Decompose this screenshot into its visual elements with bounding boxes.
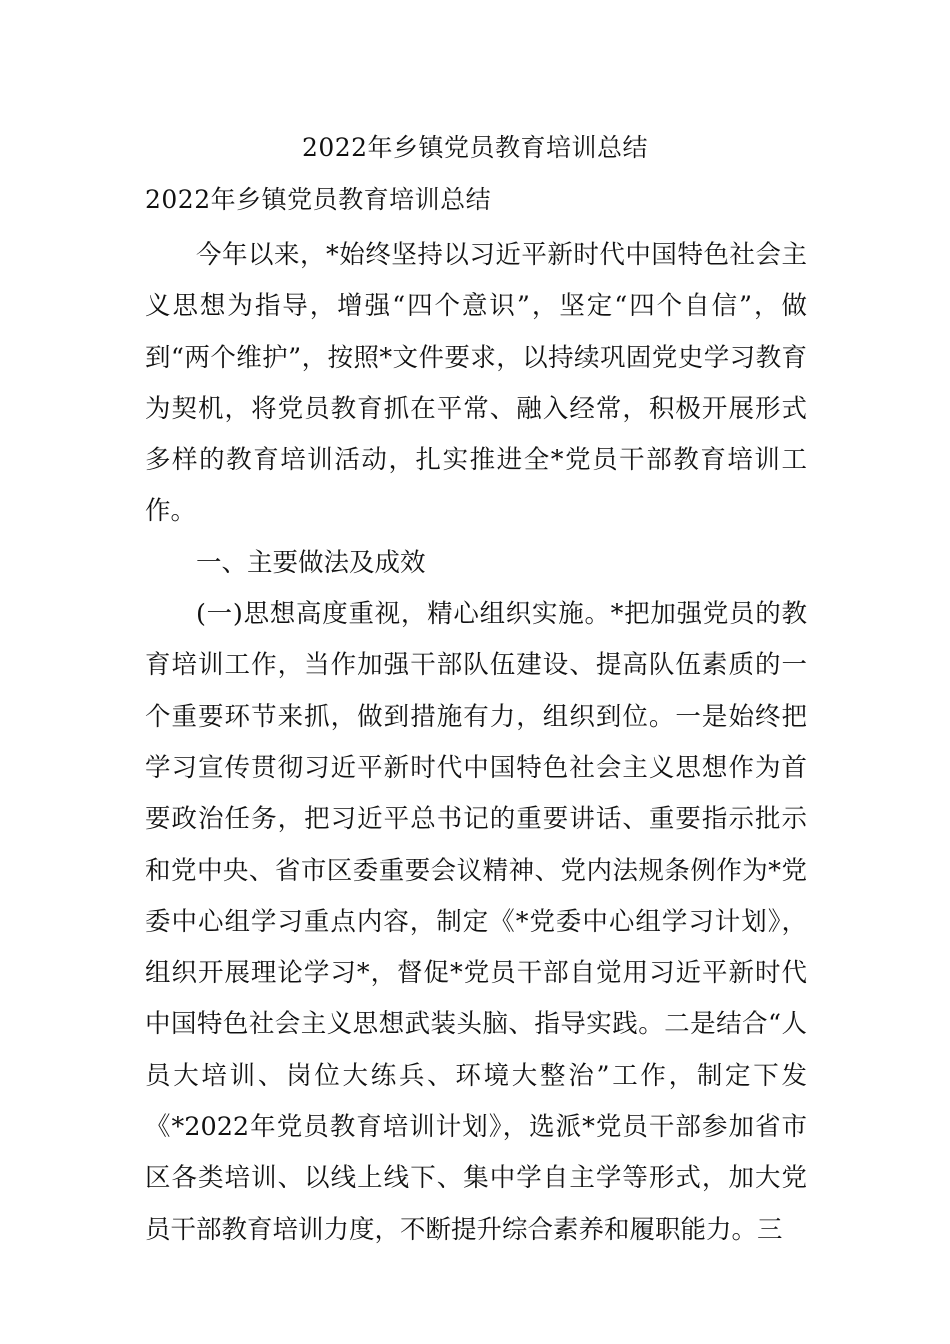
section-heading: 一、主要做法及成效 bbox=[196, 547, 426, 578]
intro-paragraph: 今年以来，*始终坚持以习近平新时代中国特色社会主义思想为指导，增强“四个意识”，坚定“四个自信”，做到“两个维护”，按照*文件要求，以持续巩固党史学习教育为契机，将党员教育抓在平常、融入经常，积极开展形式多样的教育培训活动，扎实推进全*党员干部教育培训工作。 bbox=[145, 240, 807, 527]
document-body bbox=[145, 230, 807, 1256]
page-title: 2022年乡镇党员教育培训总结 bbox=[301, 133, 649, 162]
document-subtitle: 2022年乡镇党员教育培训总结 bbox=[145, 185, 492, 214]
section-paragraph: (一)思想高度重视，精心组织实施。*把加强党员的教育培训工作，当作加强干部队伍建设、提高队伍素质的一个重要环节来抓，做到措施有力，组织到位。一是始终把学习宣传贯彻习近平新时代中国特色社会主义思想作为首要政治任务，把习近平总书记的重要讲话、重要指示批示和党中央、省市区委重要会议精神、党内法规条例作为*党委中心组学习重点内容，制定《*党委中心组学习计划》，组织开展理论学习*，督促*党员干部自觉用习近平新时代中国特色社会主义思想武装头脑、指导实践。二是结合“人员大培训、岗位大练兵、环境大整治”工作，制定下发《*2022年党员教育培训计划》，选派*党员干部参加省市区各类培训、以线上线下、集中学自主学等形式，加大党员干部教育培训力度，不断提升综合素养和履职能力。三 bbox=[145, 599, 807, 1245]
